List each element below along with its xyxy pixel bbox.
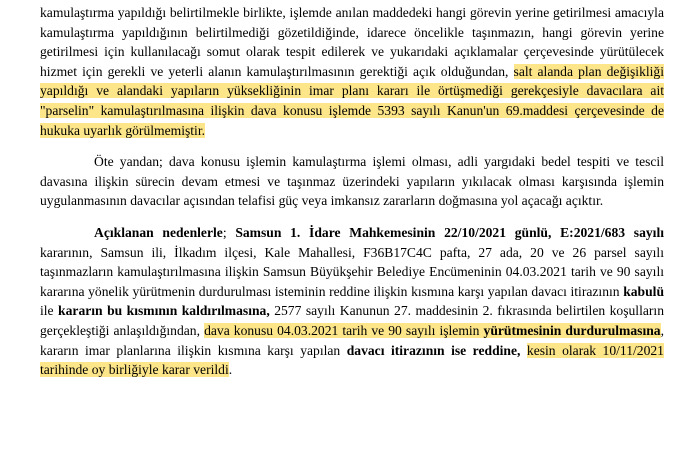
final-period: . [228, 362, 233, 378]
highlighted-stay-subject: dava konusu 04.03.2021 tarih ve 90 sayılı işlemin [204, 322, 484, 338]
paragraph-decision [40, 223, 664, 380]
highlighted-stay-of-execution: yürütmesinin durdurulmasına [483, 322, 661, 338]
plan-objection-text: , kararın imar planlarına ilişkin kısmına karşı yapılan [40, 322, 664, 358]
acceptance-word: kabulü [619, 283, 665, 299]
highlighted-conclusion: salt alanda plan değişikliği yapıldığı ve alandaki yapıların yüksekliğinin imar planı kararı ile örtüşmediği gerekçesiyle davacılara ait "parselin" kamulaştırılmasına ilişkin dava konusu işlemde 5393 sayılı Kanun'un 69.maddesi çerçevesinde de hukuka uyarlık görülmemiştir. [40, 63, 665, 138]
decision-body: kararının, Samsun ili, İlkadım ilçesi, Kale Mahallesi, F36B17C4C pafta, 27 ada, 20 ve 26 parsel sayılı taşınmazların kamulaştırılmasına ilişkin Samsun Büyükşehir Belediye Encümeninin 04.03.2021 tarih ve 90 sayılı kararına yönelik yürütmenin durdurulması isteminin reddine ilişkin kısmına karşı yapılan davacı itirazının [40, 244, 664, 299]
paragraph-irreparable-harm [40, 152, 664, 211]
conditions-text: 2577 sayılı Kanunun 27. maddesinin 2. fıkrasında belirtilen koşulların gerçekleştiği anlaşıldığından, [40, 303, 664, 338]
rejection-text: davacı itirazının ise reddine, [340, 342, 521, 358]
decision-semicolon: ; [222, 224, 227, 240]
decision-lead: Açıklanan nedenlerle [94, 224, 223, 240]
paragraph-reasoning [40, 3, 664, 140]
reasoning-text: kamulaştırma yapıldığı belirtilmekle birlikte, işlemde anılan maddedeki hangi görevin yerine getirilmesi amacıyla kamulaştırma yapıldığının belirtilmediği gözetildiğinde, idarece öncelikle taşınmazın, hangi görevin yerine getirilmesi için kullanılacağı somut olarak tespit edilerek ve yukarıdaki açıklamalar çerçevesinde yürütülecek hizmet için gerekli ve yeterli alanın kamulaştırılmasının gerektiği açık olduğundan, [40, 5, 664, 79]
court-reference: Samsun 1. İdare Mahkemesinin 22/10/2021 günlü, E:2021/683 sayılı [226, 224, 664, 240]
highlighted-final-verdict: kesin olarak 10/11/2021 tarihinde oy birliğiyle karar verildi [40, 342, 664, 378]
document-page [40, 3, 664, 380]
connector-ile: ile [40, 303, 54, 319]
revocation-text: kararın bu kısmının kaldırılmasına, [53, 303, 270, 319]
harm-text: Öte yandan; dava konusu işlemin kamulaştırma işlemi olması, adli yargıdaki bedel tespiti ve tescil davasına ilişkin sürecin devam etmesi ve taşınmaz üzerindeki yapıların yıkılacak olması karşısında işlemin uygulanmasının davacılar açısından telafisi güç veya imkansız zararların doğmasına yol açacağı açıktır. [40, 154, 664, 209]
